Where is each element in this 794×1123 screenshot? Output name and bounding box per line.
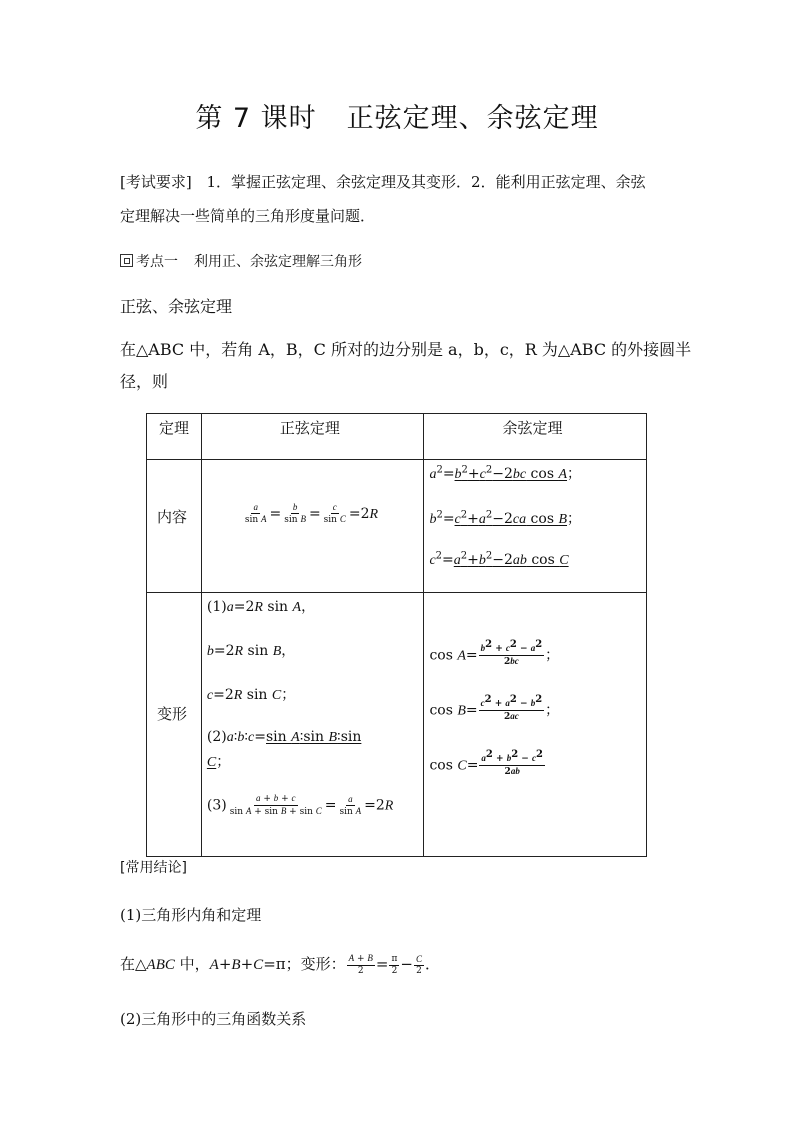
row-label-variant: 变形 — [147, 593, 202, 857]
cosine-law-variants: cos A= $\frac{b^2 + c^2 - a^2}{2bc}$ ； cos B= $\frac{c^2 + a^2 - b^2}{2ac}$ ； cos C= $\frac{a^2 + b^2 - c^2}{2ab}$ — [424, 593, 647, 857]
theorem-table — [146, 413, 647, 857]
header-cosine-law: 余弦定理 — [424, 414, 647, 460]
section-heading — [120, 252, 362, 272]
section-tag: 考点一 — [136, 254, 178, 270]
page-title — [0, 96, 794, 135]
intro-line-2: 径，则 — [120, 372, 169, 391]
lesson-topic: 正弦定理、余弦定理 — [346, 103, 599, 134]
intro-line-1: 在△ABC 中，若角 A，B，C 所对的边分别是 a，b，c，R 为△ABC 的外接圆半 — [120, 340, 692, 359]
requirements-line-2: 定理解决一些简单的三角形度量问题． — [120, 207, 376, 225]
header-theorem: 定理 — [147, 414, 202, 460]
conclusion-1-title: (1)三角形内角和定理 — [120, 906, 262, 924]
sine-law-formula: $\frac{a}{\text{sin A}}$ = $\frac{b}{\text{sin B}}$ = $\frac{c}{\text{sin C}}$ =2R — [201, 460, 424, 593]
conclusion-1-text: 在△ABC 中，A+B+C=π；变形： $\frac{A + B}{2}$ = $\frac{\pi}{2}$ − $\frac{C}{2}$ ． — [120, 953, 440, 976]
requirements-line-1 — [120, 172, 646, 192]
conclusion-2-title: (2)三角形中的三角函数关系 — [120, 1010, 307, 1028]
sine-law-variants: (1)a=2R sin A， b=2R sin B， c=2R sin C； (2)a∶b∶c=sin A∶sin B∶sin C； (3) $\frac{a + b + c}{\text{sin A + sin B + sin C}}$ = $\frac{a}{\text{sin A}}$ =2R — [201, 593, 424, 857]
header-sine-law: 正弦定理 — [201, 414, 424, 460]
conclusions-label: [常用结论] — [120, 860, 187, 876]
lesson-number: 第 7 课时 — [195, 103, 317, 134]
cosine-law-formulas: $a^2=b^2+c^2-2bc$ cos A； $b^2=c^2+a^2-2ca$ cos B； $c^2=a^2+b^2-2ab$ cos C — [424, 460, 647, 593]
requirements-text-1: 1．掌握正弦定理、余弦定理及其变形．2．能利用正弦定理、余弦 — [206, 173, 646, 191]
row-label-content: 内容 — [147, 460, 202, 593]
subheading: 正弦、余弦定理 — [120, 297, 233, 316]
section-title: 利用正、余弦定理解三角形 — [194, 254, 362, 270]
requirements-label: [考试要求] — [120, 173, 192, 191]
section-marker-icon — [120, 254, 133, 267]
